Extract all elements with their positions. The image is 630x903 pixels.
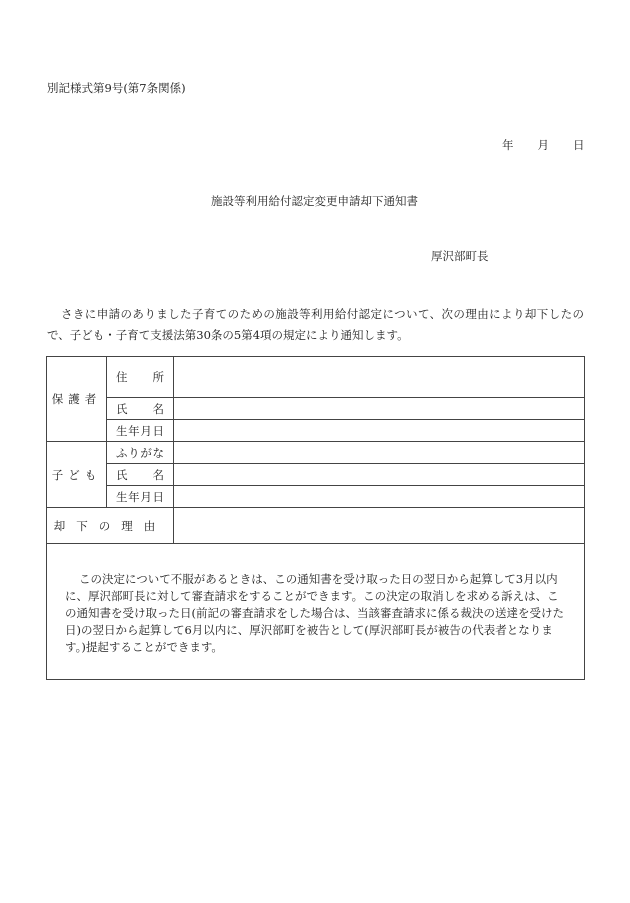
guardian-name-label: 氏名 (107, 398, 174, 420)
guardian-birthdate-label: 生年月日 (107, 420, 174, 442)
guardian-name-field[interactable] (174, 398, 585, 420)
body-text: さきに申請のありました子育てのための施設等利用給付認定について、次の理由により却下したので、子ども・子育て支援法第30条の5第4項の規定により通知します。 (47, 307, 584, 342)
child-name-label: 氏名 (107, 464, 174, 486)
rejection-reason-field[interactable] (174, 508, 585, 544)
guardian-group-label: 保護者 (47, 357, 107, 442)
notice-form-table (46, 356, 585, 680)
guardian-birthdate-field[interactable] (174, 420, 585, 442)
child-birthdate-field[interactable] (174, 486, 585, 508)
date-line (502, 137, 585, 153)
year-label: 年 (502, 138, 514, 152)
appeal-notice: この決定について不服があるときは、この通知書を受け取った日の翌日から起算して3月以内に、厚沢部町長に対して審査請求をすることができます。この決定の取消しを求める訴えは、この通知書を受け取った日(前記の審査請求をした場合は、当該審査請求に係る裁決の送達を受けた日)の翌日から起算して6月以内に、厚沢部町を被告として(厚沢部町長が被告の代表者となります。)提起することができます。 (47, 544, 585, 680)
child-furigana-field[interactable] (174, 442, 585, 464)
month-label: 月 (537, 138, 549, 152)
day-label: 日 (573, 138, 585, 152)
guardian-address-field[interactable] (174, 357, 585, 398)
form-number: 別記様式第9号(第7条関係) (47, 81, 186, 95)
document-title: 施設等利用給付認定変更申請却下通知書 (211, 194, 418, 208)
rejection-reason-label: 却下の理由 (47, 508, 174, 544)
guardian-address-label: 住所 (107, 357, 174, 398)
child-birthdate-label: 生年月日 (107, 486, 174, 508)
child-furigana-label: ふりがな (107, 442, 174, 464)
issuer-name: 厚沢部町長 (431, 249, 489, 263)
child-name-field[interactable] (174, 464, 585, 486)
child-group-label: 子ども (47, 442, 107, 508)
